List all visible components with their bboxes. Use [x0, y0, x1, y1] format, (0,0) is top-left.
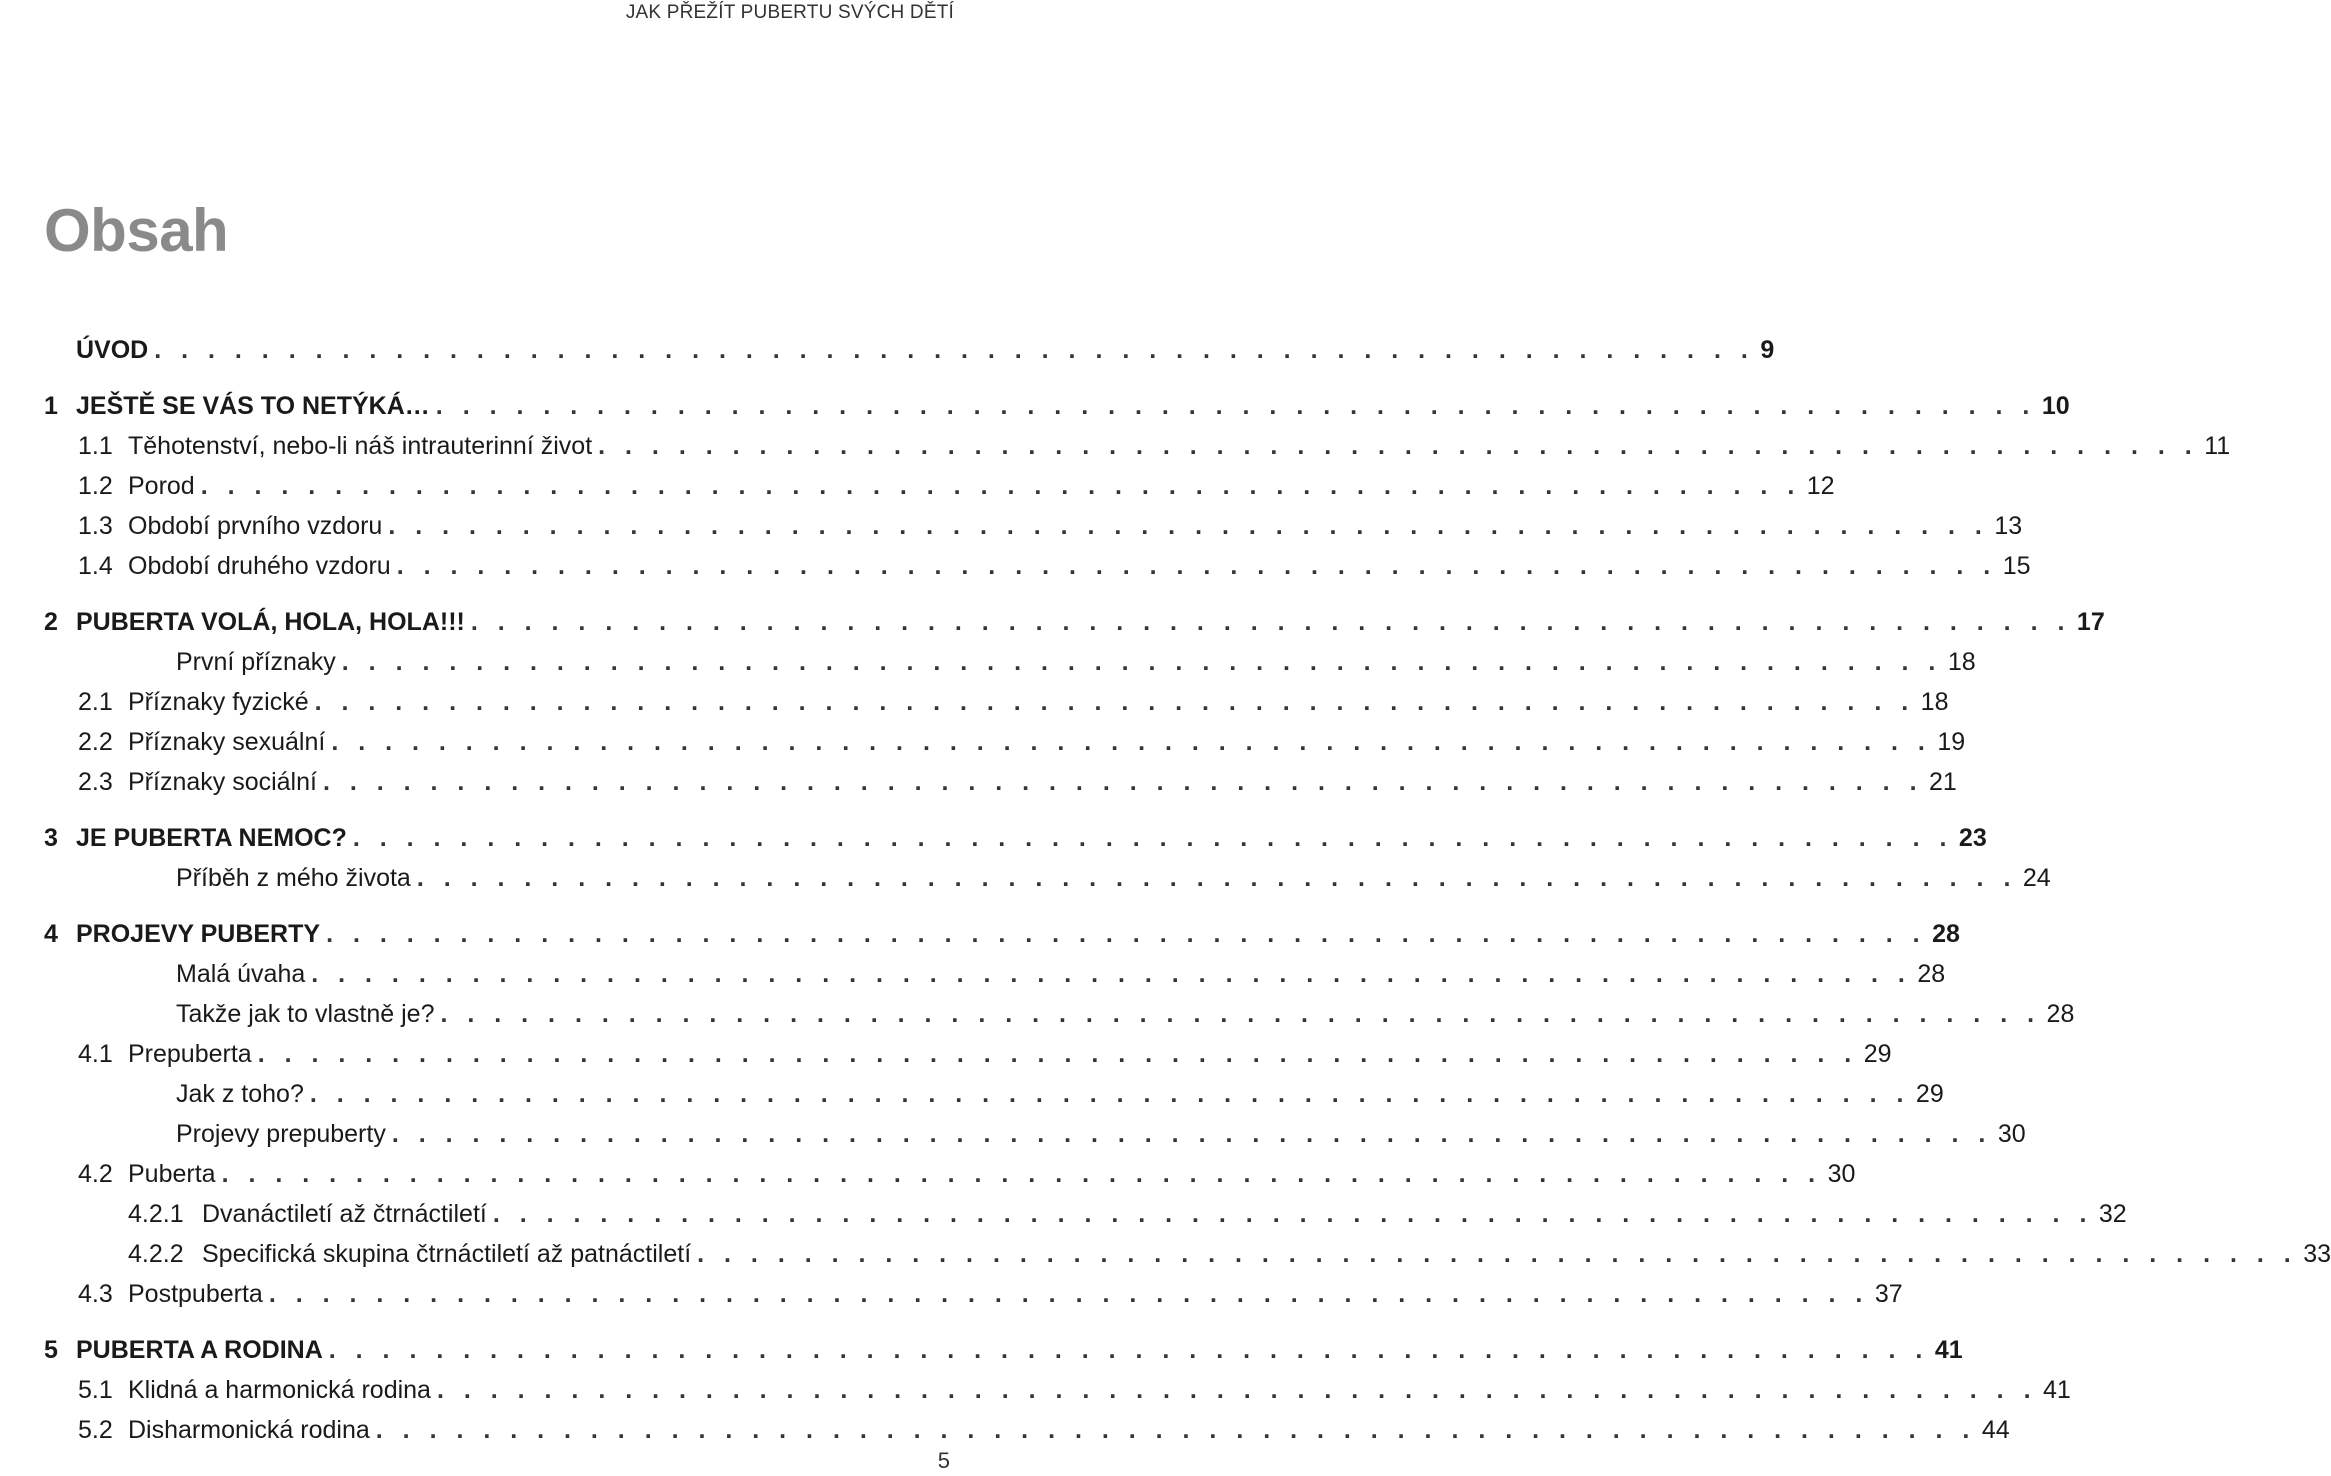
toc-entry-label: Příznaky sexuální: [128, 728, 326, 756]
toc-entry-label: PUBERTA VOLÁ, HOLA, HOLA!!!: [76, 608, 465, 636]
toc-entry-label: Projevy prepuberty: [176, 1120, 386, 1148]
toc-section-entry[interactable]: [44, 472, 1835, 512]
toc-section-entry[interactable]: [44, 1160, 1856, 1200]
toc-entry-label: Malá úvaha: [176, 960, 306, 988]
toc-section-entry[interactable]: [44, 1280, 1903, 1320]
dot-leader: . . . . . . . . . . . . . . . . . . . . . . . . . . . . . . . . . . . . . . . . . . . . . . . . . . . . . . . . . . . .: [322, 768, 1924, 796]
dot-leader: . . . . . . . . . . . . . . . . . . . . . . . . . . . . . . . . . . . . . . . . . . . . . . . . . . . . . . . . . . . .: [697, 1240, 2298, 1268]
dot-leader: . . . . . . . . . . . . . . . . . . . . . . . . . . . . . . . . . . . . . . . . . . . . . . . . . . . . . . . . . . . .: [309, 1080, 1910, 1108]
toc-chapter-entry[interactable]: [44, 336, 1775, 376]
toc-entry-label: Příběh z mého života: [176, 864, 411, 892]
toc-entry-number: 1: [44, 392, 58, 420]
toc-entry-page: 44: [1981, 1416, 2010, 1444]
toc-entry-number: 5: [44, 1336, 58, 1364]
toc-entry-number: 2.3: [78, 768, 113, 796]
dot-leader: . . . . . . . . . . . . . . . . . . . . . . . . . . . . . . . . . . . . . . . . . . . . . . . . . . . . . . . . . . . .: [396, 552, 1997, 580]
toc-chapter-entry[interactable]: [44, 608, 2105, 648]
toc-entry-label: Prepuberta: [128, 1040, 252, 1068]
toc-entry-page: 23: [1958, 824, 1987, 852]
toc-entry-page: 28: [1917, 960, 1946, 988]
toc-section-entry[interactable]: [44, 648, 1976, 688]
dot-leader: . . . . . . . . . . . . . . . . . . . . . . . . . . . . . . . . . . . . . . . . . . . . . . . . . . . . . . . . . . . .: [470, 608, 2071, 636]
toc-section-entry[interactable]: [44, 728, 1966, 768]
dot-leader: . . . . . . . . . . . . . . . . . . . . . . . . . . . . . . . . . . . . . . . . . . . . . . . . . . . . . . . . . . . .: [341, 648, 1942, 676]
toc-section-entry[interactable]: [44, 512, 2023, 552]
toc-entry-page: 19: [1937, 728, 1966, 756]
dot-leader: . . . . . . . . . . . . . . . . . . . . . . . . . . . . . . . . . . . . . . . . . . . . . . . . . . . . . . . . . . . .: [492, 1200, 2093, 1228]
toc-section-entry[interactable]: [44, 1080, 1944, 1120]
toc-entry-page: 18: [1920, 688, 1949, 716]
toc-entry-page: 30: [1997, 1120, 2026, 1148]
toc-section-entry[interactable]: [44, 1376, 2071, 1416]
toc-entry-label: PUBERTA A RODINA: [76, 1336, 323, 1364]
toc-section-entry[interactable]: [44, 1000, 2075, 1040]
toc-entry-number: 1.4: [78, 552, 113, 580]
dot-leader: . . . . . . . . . . . . . . . . . . . . . . . . . . . . . . . . . . . . . . . . . . . . . . . . . . . . . . . . . . . .: [328, 1336, 1929, 1364]
toc-entry-page: 41: [2043, 1376, 2071, 1404]
dot-leader: . . . . . . . . . . . . . . . . . . . . . . . . . . . . . . . . . . . . . . . . . . . . . . . . . . . . . . . . . . . .: [326, 920, 1927, 948]
toc-section-entry[interactable]: [44, 432, 2231, 472]
toc-chapter-entry[interactable]: [44, 1336, 1963, 1376]
toc-entry-label: Období prvního vzdoru: [128, 512, 383, 540]
page-title: Obsah: [44, 197, 229, 264]
dot-leader: . . . . . . . . . . . . . . . . . . . . . . . . . . . . . . . . . . . . . . . . . . . . . . . . . . . . . . . . . . . .: [440, 1000, 2041, 1028]
toc-entry-number: 4.3: [78, 1280, 113, 1308]
toc-entry-label: Jak z toho?: [176, 1080, 304, 1108]
toc-chapter-entry[interactable]: [44, 824, 1987, 864]
toc-entry-page: 30: [1827, 1160, 1856, 1188]
toc-section-entry[interactable]: [44, 688, 1949, 728]
toc-entry-label: Klidná a harmonická rodina: [128, 1376, 431, 1404]
toc-entry-label: JE PUBERTA NEMOC?: [76, 824, 347, 852]
toc-entry-number: 2: [44, 608, 58, 636]
toc-entry-page: 28: [1932, 920, 1960, 948]
toc-entry-label: Specifická skupina čtrnáctiletí až patnáctiletí: [202, 1240, 692, 1268]
dot-leader: . . . . . . . . . . . . . . . . . . . . . . . . . . . . . . . . . . . . . . . . . . . . . . . . . . . . . . . . . . . .: [391, 1120, 1992, 1148]
dot-leader: . . . . . . . . . . . . . . . . . . . . . . . . . . . . . . . . . . . . . . . . . . . . . . . . . . . . . . . . . . . .: [331, 728, 1932, 756]
toc-entry-label: Příznaky sociální: [128, 768, 317, 796]
dot-leader: . . . . . . . . . . . . . . . . . . . . . . . . . . . . . . . . . . . . . . . . . . . . . . . . . . . . . . . . . . . .: [598, 432, 2199, 460]
toc-entry-label: PROJEVY PUBERTY: [76, 920, 321, 948]
toc-entry-label: Postpuberta: [128, 1280, 263, 1308]
toc-entry-number: 1.3: [78, 512, 113, 540]
toc-section-entry[interactable]: [44, 1416, 2010, 1456]
toc-entry-number: 4.1: [78, 1040, 113, 1068]
toc-entry-page: 33: [2303, 1240, 2331, 1268]
toc-section-entry[interactable]: [44, 552, 2031, 592]
toc-entry-number: 1.2: [78, 472, 113, 500]
toc-section-entry[interactable]: [44, 1120, 2026, 1160]
toc-entry-number: 4.2.1: [128, 1200, 184, 1228]
toc-entry-page: 17: [2076, 608, 2105, 636]
toc-entry-number: 4.2.2: [128, 1240, 184, 1268]
toc-entry-number: 5.2: [78, 1416, 113, 1444]
toc-entry-page: 11: [2204, 432, 2231, 460]
toc-entry-number: 1.1: [78, 432, 113, 460]
dot-leader: . . . . . . . . . . . . . . . . . . . . . . . . . . . . . . . . . . . . . . . . . . . . . . . . . . . . . . . . . . . .: [154, 336, 1755, 364]
toc-entry-number: 4.2: [78, 1160, 113, 1188]
dot-leader: . . . . . . . . . . . . . . . . . . . . . . . . . . . . . . . . . . . . . . . . . . . . . . . . . . . . . . . . . . . .: [200, 472, 1801, 500]
dot-leader: . . . . . . . . . . . . . . . . . . . . . . . . . . . . . . . . . . . . . . . . . . . . . . . . . . . . . . . . . . . .: [435, 392, 2036, 420]
toc-entry-number: 5.1: [78, 1376, 113, 1404]
dot-leader: . . . . . . . . . . . . . . . . . . . . . . . . . . . . . . . . . . . . . . . . . . . . . . . . . . . . . . . . . . . .: [268, 1280, 1869, 1308]
toc-section-entry[interactable]: [44, 1040, 1892, 1080]
toc-entry-label: ÚVOD: [76, 336, 149, 364]
toc-entry-label: Těhotenství, nebo-li náš intrauterinní život: [128, 432, 593, 460]
toc-chapter-entry[interactable]: [44, 392, 2070, 432]
dot-leader: . . . . . . . . . . . . . . . . . . . . . . . . . . . . . . . . . . . . . . . . . . . . . . . . . . . . . . . . . . . .: [221, 1160, 1822, 1188]
toc-entry-page: 37: [1874, 1280, 1903, 1308]
toc-entry-label: Období druhého vzdoru: [128, 552, 391, 580]
dot-leader: . . . . . . . . . . . . . . . . . . . . . . . . . . . . . . . . . . . . . . . . . . . . . . . . . . . . . . . . . . . .: [257, 1040, 1858, 1068]
dot-leader: . . . . . . . . . . . . . . . . . . . . . . . . . . . . . . . . . . . . . . . . . . . . . . . . . . . . . . . . . . . .: [352, 824, 1953, 852]
toc-entry-number: 2.1: [78, 688, 113, 716]
toc-entry-page: 18: [1947, 648, 1976, 676]
toc-entry-number: 3: [44, 824, 58, 852]
toc-entry-label: Disharmonická rodina: [128, 1416, 370, 1444]
dot-leader: . . . . . . . . . . . . . . . . . . . . . . . . . . . . . . . . . . . . . . . . . . . . . . . . . . . . . . . . . . . .: [375, 1416, 1976, 1444]
toc-entry-label: Příznaky fyzické: [128, 688, 309, 716]
toc-entry-page: 10: [2041, 392, 2070, 420]
toc-entry-label: Takže jak to vlastně je?: [176, 1000, 435, 1028]
toc-entry-label: Dvanáctiletí až čtrnáctiletí: [202, 1200, 487, 1228]
toc-entry-label: Porod: [128, 472, 195, 500]
toc-entry-page: 29: [1863, 1040, 1892, 1068]
toc-entry-page: 29: [1915, 1080, 1944, 1108]
toc-entry-label: JEŠTĚ SE VÁS TO NETÝKÁ…: [76, 392, 430, 420]
running-head: JAK PŘEŽÍT PUBERTU SVÝCH DĚTÍ: [625, 2, 954, 23]
dot-leader: . . . . . . . . . . . . . . . . . . . . . . . . . . . . . . . . . . . . . . . . . . . . . . . . . . . . . . . . . . . .: [311, 960, 1912, 988]
page-number: 5: [937, 1448, 950, 1473]
toc-entry-page: 28: [2046, 1000, 2075, 1028]
toc-entry-page: 15: [2002, 552, 2031, 580]
toc-entry-page: 12: [1806, 472, 1835, 500]
table-of-contents: [44, 336, 2331, 1456]
toc-section-entry[interactable]: [44, 768, 1957, 808]
dot-leader: . . . . . . . . . . . . . . . . . . . . . . . . . . . . . . . . . . . . . . . . . . . . . . . . . . . . . . . . . . . .: [388, 512, 1989, 540]
toc-entry-page: 41: [1934, 1336, 1963, 1364]
toc-section-entry[interactable]: [44, 1200, 2127, 1240]
toc-chapter-entry[interactable]: [44, 920, 1960, 960]
toc-entry-page: 9: [1760, 336, 1775, 364]
toc-section-entry[interactable]: [44, 864, 2051, 904]
toc-entry-label: První příznaky: [176, 648, 336, 676]
toc-section-entry[interactable]: [44, 960, 1946, 1000]
dot-leader: . . . . . . . . . . . . . . . . . . . . . . . . . . . . . . . . . . . . . . . . . . . . . . . . . . . . . . . . . . . .: [416, 864, 2017, 892]
toc-entry-label: Puberta: [128, 1160, 216, 1188]
toc-entry-page: 32: [2098, 1200, 2127, 1228]
toc-entry-number: 2.2: [78, 728, 113, 756]
toc-entry-page: 21: [1929, 768, 1957, 796]
dot-leader: . . . . . . . . . . . . . . . . . . . . . . . . . . . . . . . . . . . . . . . . . . . . . . . . . . . . . . . . . . . .: [436, 1376, 2038, 1404]
toc-entry-page: 24: [2022, 864, 2051, 892]
toc-section-entry[interactable]: [44, 1240, 2331, 1280]
dot-leader: . . . . . . . . . . . . . . . . . . . . . . . . . . . . . . . . . . . . . . . . . . . . . . . . . . . . . . . . . . . .: [314, 688, 1915, 716]
toc-entry-page: 13: [1994, 512, 2023, 540]
toc-entry-number: 4: [44, 920, 58, 948]
